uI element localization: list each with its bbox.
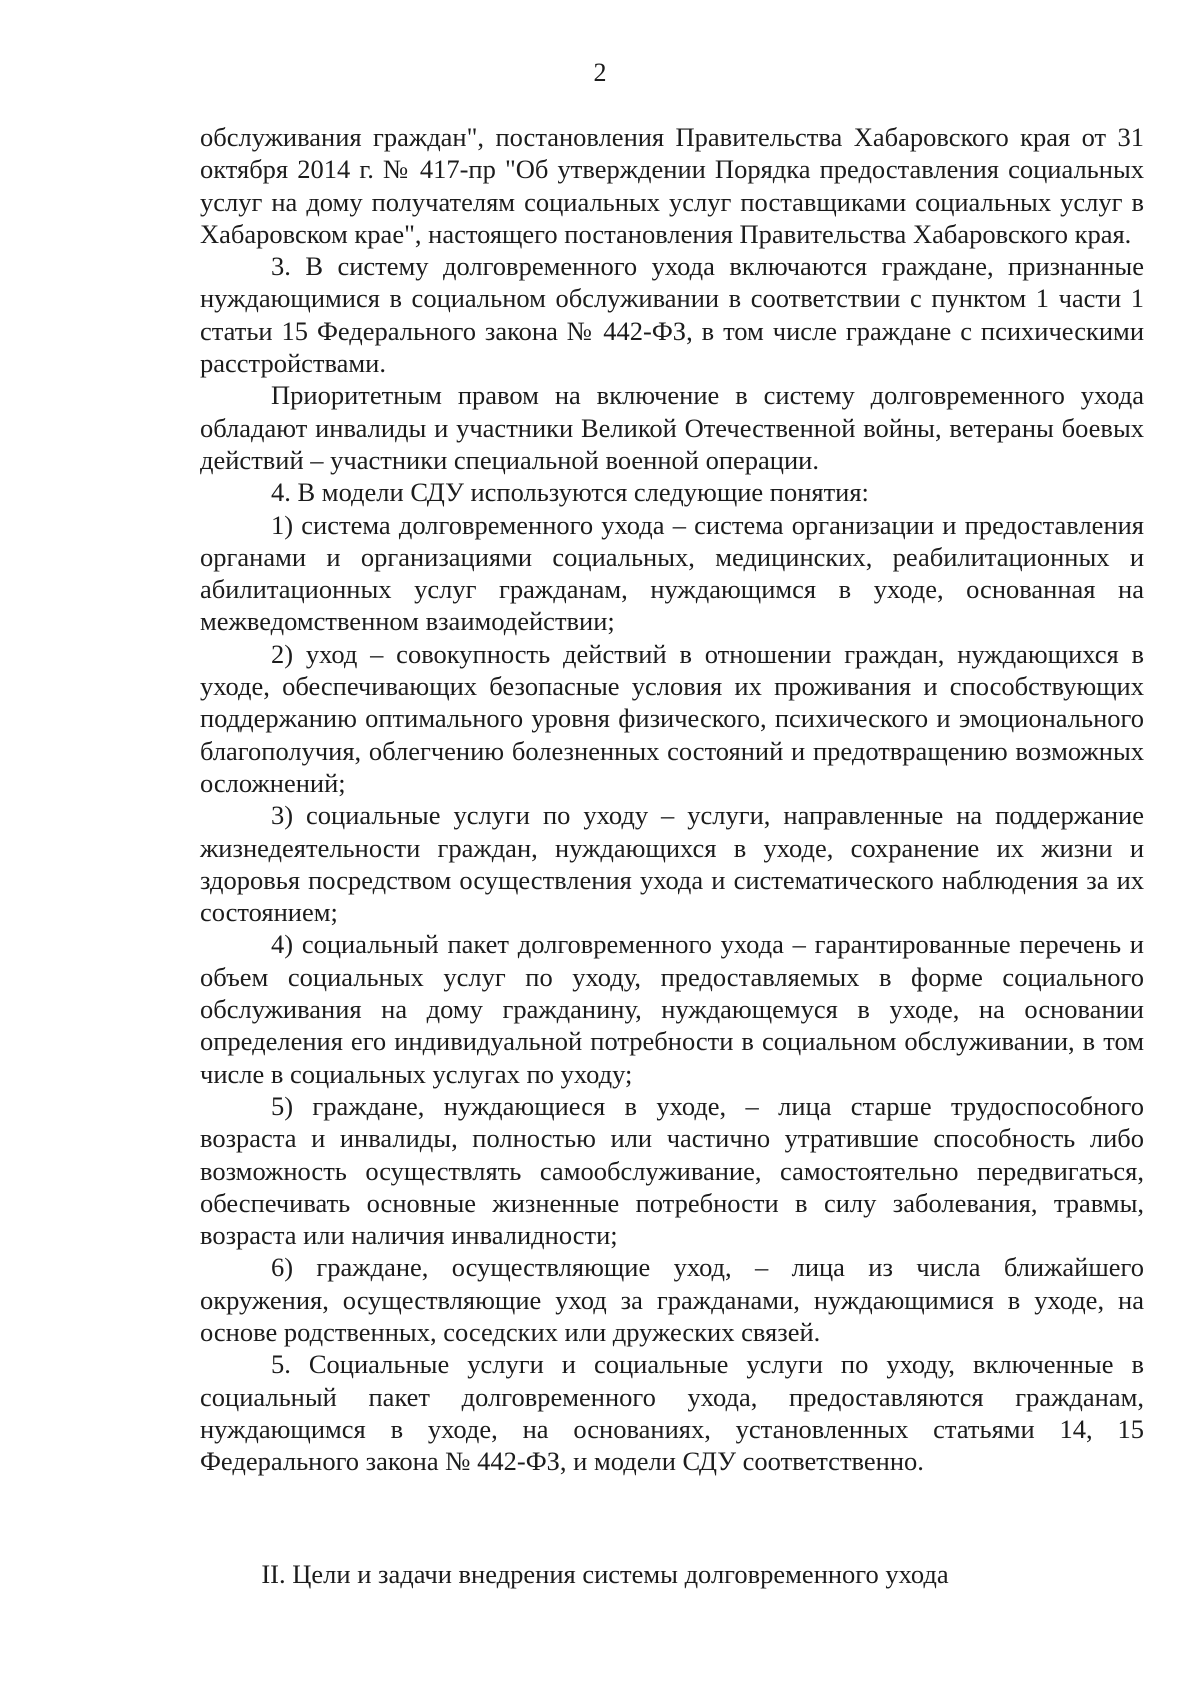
page-number: 2 (593, 58, 607, 87)
paragraph-item-5: 5. Социальные услуги и социальные услуги по уходу, включенные в социальный пакет долговременного ухода, предоставляются гражданам, нуждающимся в уходе, на основаниях, установленных статьями 14, 15 Федерального закона № 442-ФЗ, и модели СДУ соответственно. (200, 1349, 1144, 1477)
paragraph-priority-right: Приоритетным правом на включение в систему долговременного ухода обладают инвалиды и участники Великой Отечественной войны, ветераны боевых действий – участники специальной военной операции. (200, 380, 1144, 475)
definition-1: 1) система долговременного ухода – система организации и предоставления органами и организациями социальных, медицинских, реабилитационных и абилитационных услуг гражданам, нуждающимся в уходе, основанная на межведомственном взаимодействии; (200, 509, 1144, 637)
definition-6: 6) граждане, осуществляющие уход, – лица из числа ближайшего окружения, осуществляющие уход за гражданами, нуждающимися в уходе, на основе родственных, соседских или дружеских связей. (200, 1252, 1144, 1347)
definition-2: 2) уход – совокупность действий в отношении граждан, нуждающихся в уходе, обеспечивающих безопасные условия их проживания и способствующих поддержанию оптимального уровня физического, психического и эмоционального благополучия, облегчению болезненных состояний и предотвращению возможных осложнений; (200, 638, 1144, 798)
definition-3: 3) социальные услуги по уходу – услуги, направленные на поддержание жизнедеятельности граждан, нуждающихся в уходе, сохранение их жизни и здоровья посредством осуществления ухода и систематического наблюдения за их состоянием; (200, 800, 1144, 928)
document-body (200, 121, 1144, 1477)
definition-5: 5) граждане, нуждающиеся в уходе, – лица старше трудоспособного возраста и инвалиды, полностью или частично утратившие способность либо возможность осуществлять самообслуживание, самостоятельно передвигаться, обеспечивать основные жизненные потребности в силу заболевания, травмы, возраста или наличия инвалидности; (200, 1090, 1144, 1251)
paragraph-intro-continuation: обслуживания граждан", постановления Правительства Хабаровского края от 31 октября 2014 г. № 417-пр "Об утверждении Порядка предоставления социальных услуг на дому получателям социальных услуг поставщиками социальных услуг в Хабаровском крае", настоящего постановления Правительства Хабаровского края. (200, 122, 1144, 249)
paragraph-item-3: 3. В систему долговременного ухода включаются граждане, признанные нуждающимися в социальном обслуживании в соответствии с пунктом 1 части 1 статьи 15 Федерального закона № 442-ФЗ, в том числе граждане с психическими расстройствами. (200, 251, 1144, 379)
definition-4: 4) социальный пакет долговременного ухода – гарантированные перечень и объем социальных услуг по уходу, предоставляемых в форме социального обслуживания на дому гражданину, нуждающемуся в уходе, на основании определения его индивидуальной потребности в социальном обслуживании, в том числе в социальных услугах по уходу; (200, 929, 1144, 1089)
section-heading: II. Цели и задачи внедрения системы долговременного ухода (261, 1559, 949, 1589)
paragraph-item-4: 4. В модели СДУ используются следующие понятия: (271, 477, 869, 508)
